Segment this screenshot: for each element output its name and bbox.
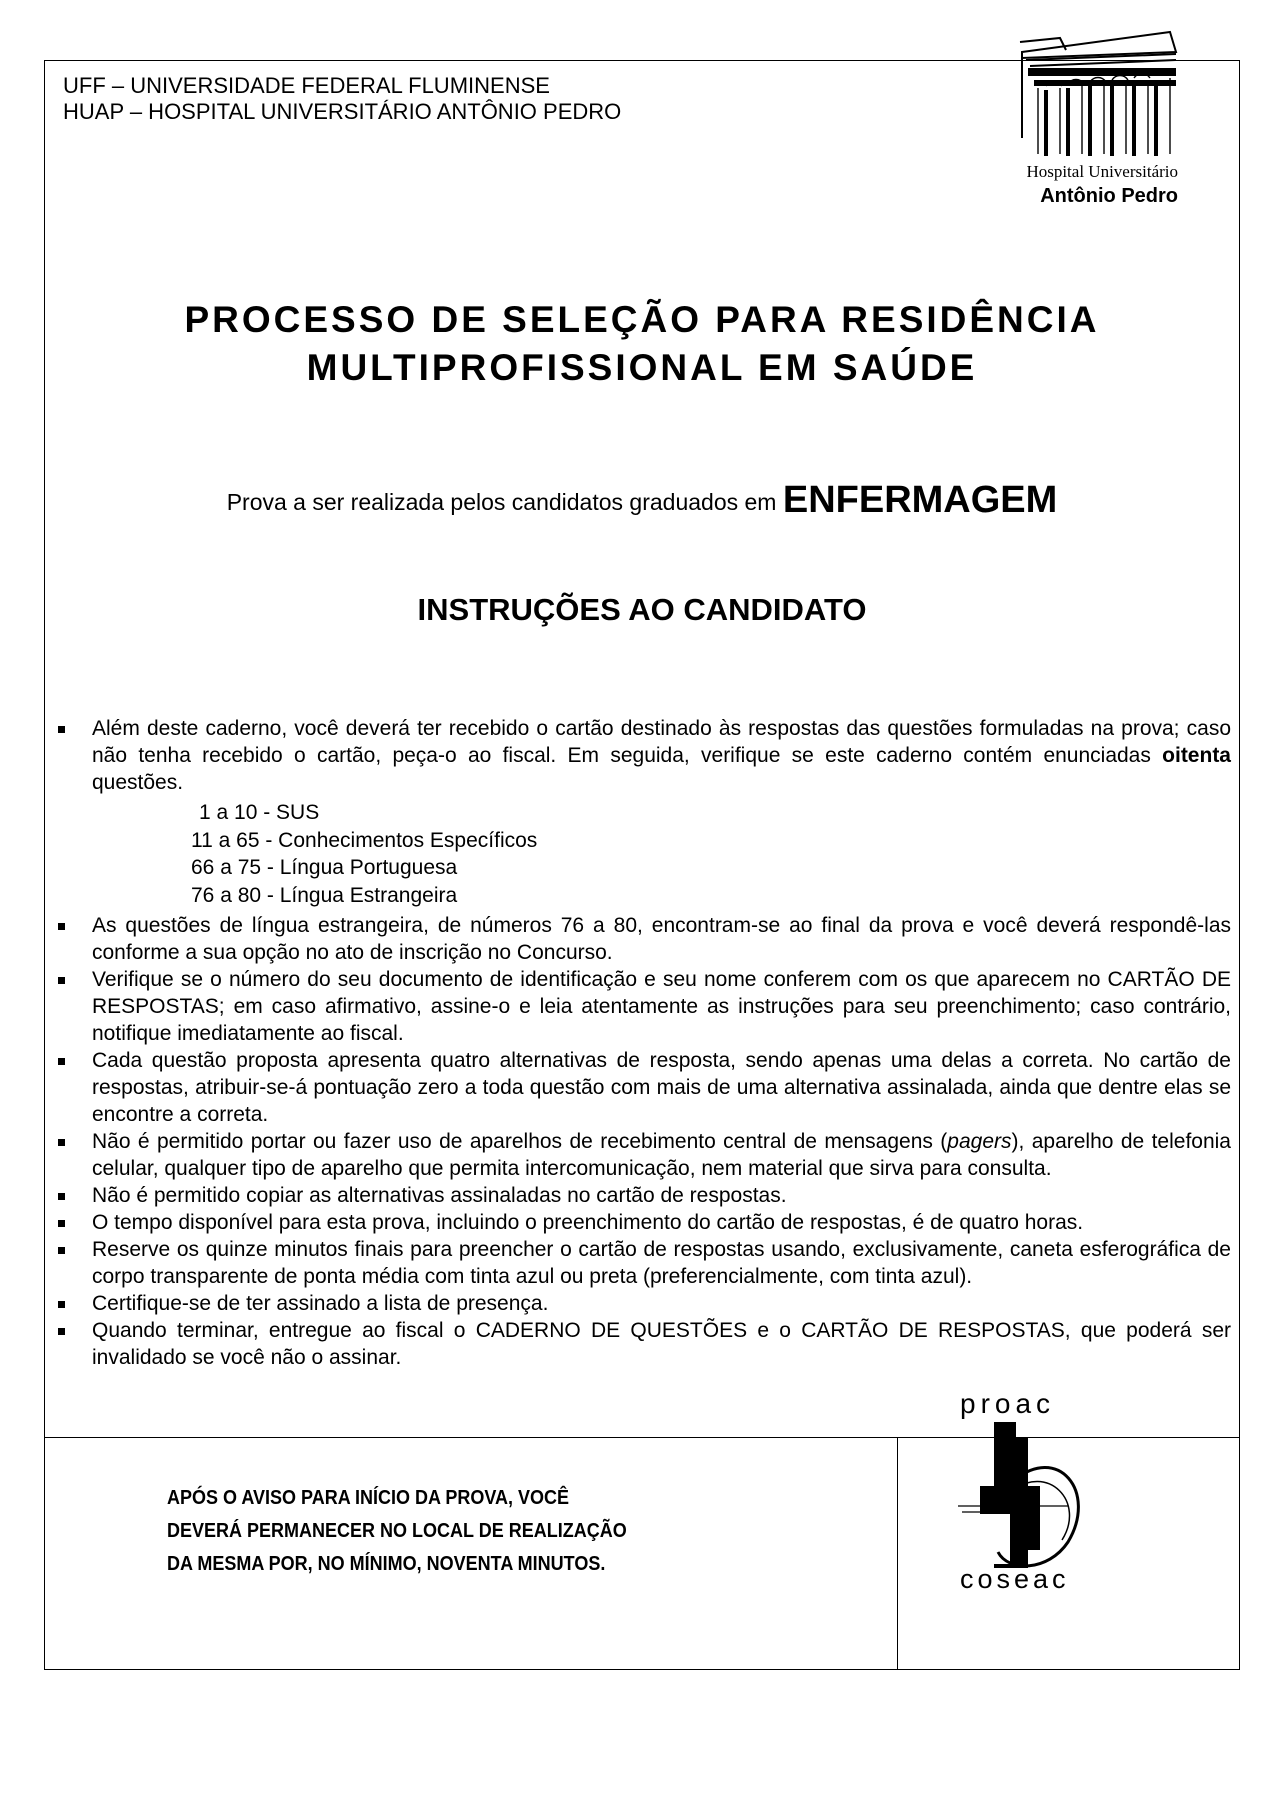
bullet-icon xyxy=(58,1301,65,1308)
bullet-icon xyxy=(58,726,65,733)
subtitle-text: Prova a ser realizada pelos candidatos graduados em xyxy=(226,489,777,515)
bullet-icon xyxy=(58,1328,65,1335)
proac-coseac-logo xyxy=(948,1388,1098,1598)
list-item: Verifique se o número do seu documento de identificação e seu nome conferem com os que aparecem no CARTÃO DE RESPOSTAS; em caso afirmativo, assine-o e leia atentamente as instruções para seu preenchimento; caso contrário, notifique imediatamente ao fiscal. xyxy=(53,966,1231,1047)
list-item: As questões de língua estrangeira, de números 76 a 80, encontram-se ao final da prova e você deverá respondê-las conforme a sua opção no ato de inscrição no Concurso. xyxy=(53,912,1231,966)
logo-text-top: proac xyxy=(960,1388,1056,1419)
logo-caption-2: Antônio Pedro xyxy=(1040,185,1178,207)
university-name: UFF – UNIVERSIDADE FEDERAL FLUMINENSE xyxy=(63,73,550,98)
bullet-icon xyxy=(58,923,65,930)
bullet-icon xyxy=(58,1058,65,1065)
huap-logo xyxy=(970,22,1178,222)
title-line-1: PROCESSO DE SELEÇÃO PARA RESIDÊNCIA xyxy=(184,299,1100,340)
title-line-2: MULTIPROFISSIONAL EM SAÚDE xyxy=(306,347,978,388)
section-item: 66 a 75 - Língua Portuguesa xyxy=(191,856,458,879)
bullet-icon xyxy=(58,977,65,984)
hospital-building-icon xyxy=(970,22,1178,162)
section-item: 11 a 65 - Conhecimentos Específicos xyxy=(191,828,538,852)
list-item: Não é permitido copiar as alternativas assinaladas no cartão de respostas. xyxy=(53,1182,1231,1209)
cover-top-section xyxy=(45,61,1239,1438)
bullet-icon xyxy=(58,1193,65,1200)
bullet-icon xyxy=(58,1220,65,1227)
list-item: Cada questão proposta apresenta quatro alternativas de resposta, sendo apenas uma delas a correta. No cartão de respostas, atribuir-se-á pontuação zero a toda questão com mais de uma alternativa assinalada, ainda que dentre elas se encontre a correta. xyxy=(53,1047,1231,1128)
list-item: Não é permitido portar ou fazer uso de aparelhos de recebimento central de mensagens (pagers), aparelho de telefonia celular, qualquer tipo de aparelho que permita intercomunicação, nem material que sirva para consulta. xyxy=(53,1128,1231,1182)
instructions-list xyxy=(53,715,1231,1371)
hospital-name: HUAP – HOSPITAL UNIVERSITÁRIO ANTÔNIO PEDRO xyxy=(63,99,622,124)
section-item: 76 a 80 - Língua Estrangeira xyxy=(191,883,458,907)
logo-text-bottom: coseac xyxy=(960,1564,1070,1594)
list-item: O tempo disponível para esta prova, incluindo o preenchimento do cartão de respostas, é de quatro horas. xyxy=(53,1209,1231,1236)
exam-subtitle xyxy=(45,479,1239,522)
list-item: Certifique-se de ter assinado a lista de presença. xyxy=(53,1290,1231,1317)
page-title xyxy=(45,296,1239,392)
section-item: 1 a 10 - SUS xyxy=(199,801,320,824)
institution-header xyxy=(63,73,621,125)
logo-caption-1: Hospital Universitário xyxy=(1026,162,1178,181)
list-item: Além deste caderno, você deverá ter recebido o cartão destinado às respostas das questões formuladas na prova; caso não tenha recebido o cartão, peça-o ao fiscal. Em seguida, verifique se este caderno contém enunciadas oitenta questões. xyxy=(53,715,1231,796)
notice-box xyxy=(45,1437,898,1669)
instructions-heading: INSTRUÇÕES AO CANDIDATO xyxy=(417,592,867,627)
list-item: Quando terminar, entregue ao fiscal o CADERNO DE QUESTÕES e o CARTÃO DE RESPOSTAS, que poderá ser invalidado se você não o assinar. xyxy=(53,1317,1231,1371)
bullet-icon xyxy=(58,1247,65,1254)
bullet-icon xyxy=(58,1139,65,1146)
question-sections xyxy=(53,799,1231,909)
list-item: Reserve os quinze minutos finais para preencher o cartão de respostas usando, exclusivamente, caneta esferográfica de corpo transparente de ponta média com tinta azul ou preta (preferencialmente, com tinta azul). xyxy=(53,1236,1231,1290)
subtitle-area: ENFERMAGEM xyxy=(782,479,1058,521)
minimum-time-notice: APÓS O AVISO PARA INÍCIO DA PROVA, VOCÊ DEVERÁ PERMANECER NO LOCAL DE REALIZAÇÃO DA MESMA POR, NO MÍNIMO, NOVENTA MINUTOS. xyxy=(167,1487,627,1575)
